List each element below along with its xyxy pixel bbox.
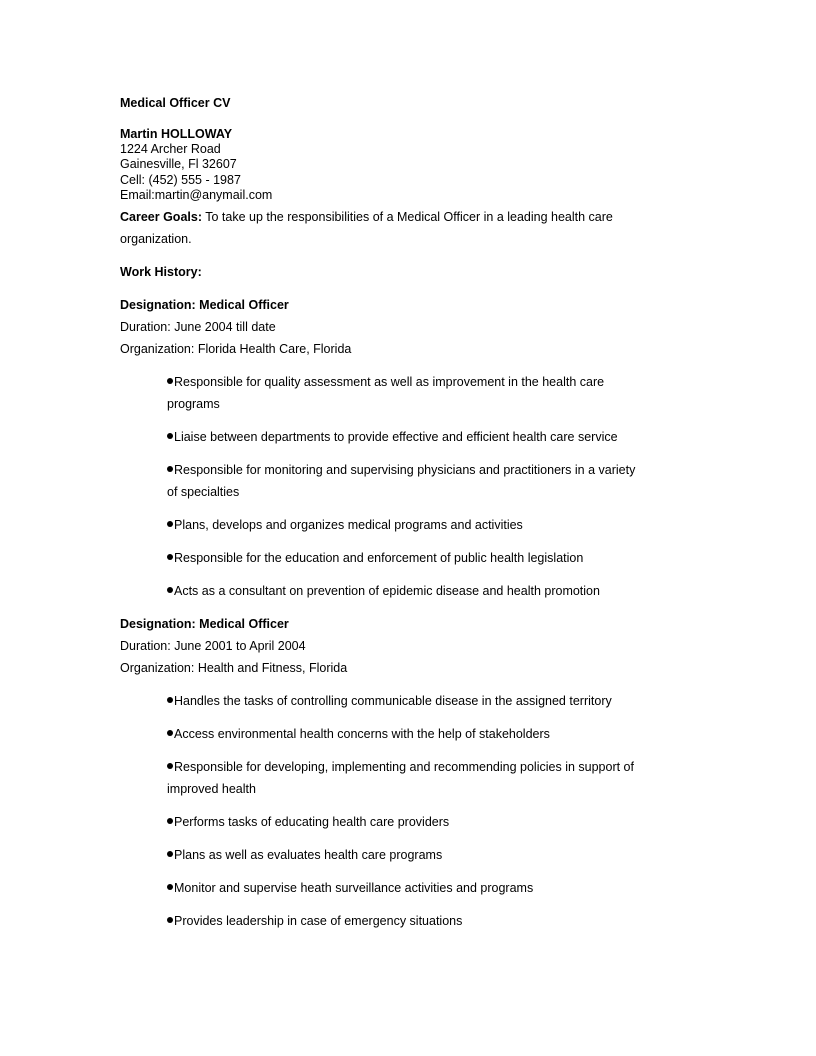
job-responsibilities xyxy=(120,690,680,932)
address-line-1: 1224 Archer Road xyxy=(120,142,221,157)
job-entry-1 xyxy=(120,294,680,602)
responsibility-text: Plans as well as evaluates health care programs xyxy=(174,848,443,863)
responsibility-text: Monitor and supervise heath surveillance activities and programs xyxy=(174,881,534,896)
email-address: Email:martin@anymail.com xyxy=(120,187,273,202)
responsibility-item xyxy=(167,371,637,415)
responsibility-text: Plans, develops and organizes medical programs and activities xyxy=(174,518,523,533)
job-designation: Designation: Medical Officer xyxy=(120,298,289,313)
responsibility-text: Performs tasks of educating health care providers xyxy=(174,815,450,830)
responsibility-item xyxy=(167,723,637,745)
bullet-icon xyxy=(167,851,173,857)
career-goals xyxy=(120,206,680,250)
responsibility-text: Responsible for quality assessment as well as improvement in the health care programs xyxy=(167,375,605,412)
responsibility-text: Liaise between departments to provide effective and efficient health care service xyxy=(174,430,618,445)
cv-page xyxy=(120,95,680,932)
candidate-name: Martin HOLLOWAY xyxy=(120,127,233,141)
job-organization: Organization: Health and Fitness, Florida xyxy=(120,661,348,676)
bullet-icon xyxy=(167,697,173,703)
bullet-icon xyxy=(167,587,173,593)
job-responsibilities xyxy=(120,371,680,602)
responsibility-item xyxy=(167,426,637,448)
bullet-icon xyxy=(167,466,173,472)
responsibility-item xyxy=(167,877,637,899)
work-history-heading: Work History: xyxy=(120,265,202,280)
responsibility-item xyxy=(167,910,637,932)
address-line-2: Gainesville, Fl 32607 xyxy=(120,157,237,172)
responsibility-item xyxy=(167,690,637,712)
bullet-icon xyxy=(167,433,173,439)
bullet-icon xyxy=(167,554,173,560)
bullet-icon xyxy=(167,378,173,384)
document-title: Medical Officer CV xyxy=(120,96,231,110)
responsibility-item xyxy=(167,547,637,569)
job-organization: Organization: Florida Health Care, Florida xyxy=(120,342,352,357)
bullet-icon xyxy=(167,763,173,769)
bullet-icon xyxy=(167,521,173,527)
bullet-icon xyxy=(167,884,173,890)
responsibility-text: Responsible for the education and enforcement of public health legislation xyxy=(174,551,584,566)
job-duration: Duration: June 2001 to April 2004 xyxy=(120,639,306,654)
career-goals-label: Career Goals: xyxy=(120,210,202,225)
responsibility-text: Handles the tasks of controlling communicable disease in the assigned territory xyxy=(174,694,612,709)
job-duration: Duration: June 2004 till date xyxy=(120,320,276,335)
responsibility-text: Responsible for developing, implementing and recommending policies in support of improved health xyxy=(167,760,634,797)
responsibility-text: Access environmental health concerns with the help of stakeholders xyxy=(174,727,550,742)
responsibility-text: Provides leadership in case of emergency situations xyxy=(174,914,463,929)
contact-block xyxy=(120,127,680,203)
responsibility-item xyxy=(167,844,637,866)
responsibility-item xyxy=(167,756,637,800)
cell-phone: Cell: (452) 555 - 1987 xyxy=(120,172,241,187)
job-designation: Designation: Medical Officer xyxy=(120,617,289,632)
responsibility-item xyxy=(167,459,637,503)
responsibility-item xyxy=(167,514,637,536)
career-goals-text: To take up the responsibilities of a Medical Officer in a leading health care organization. xyxy=(120,210,613,247)
responsibility-text: Responsible for monitoring and supervising physicians and practitioners in a variety of specialties xyxy=(167,463,636,500)
bullet-icon xyxy=(167,818,173,824)
responsibility-item xyxy=(167,580,637,602)
responsibility-item xyxy=(167,811,637,833)
bullet-icon xyxy=(167,730,173,736)
job-entry-2 xyxy=(120,613,680,932)
bullet-icon xyxy=(167,917,173,923)
responsibility-text: Acts as a consultant on prevention of epidemic disease and health promotion xyxy=(174,584,600,599)
